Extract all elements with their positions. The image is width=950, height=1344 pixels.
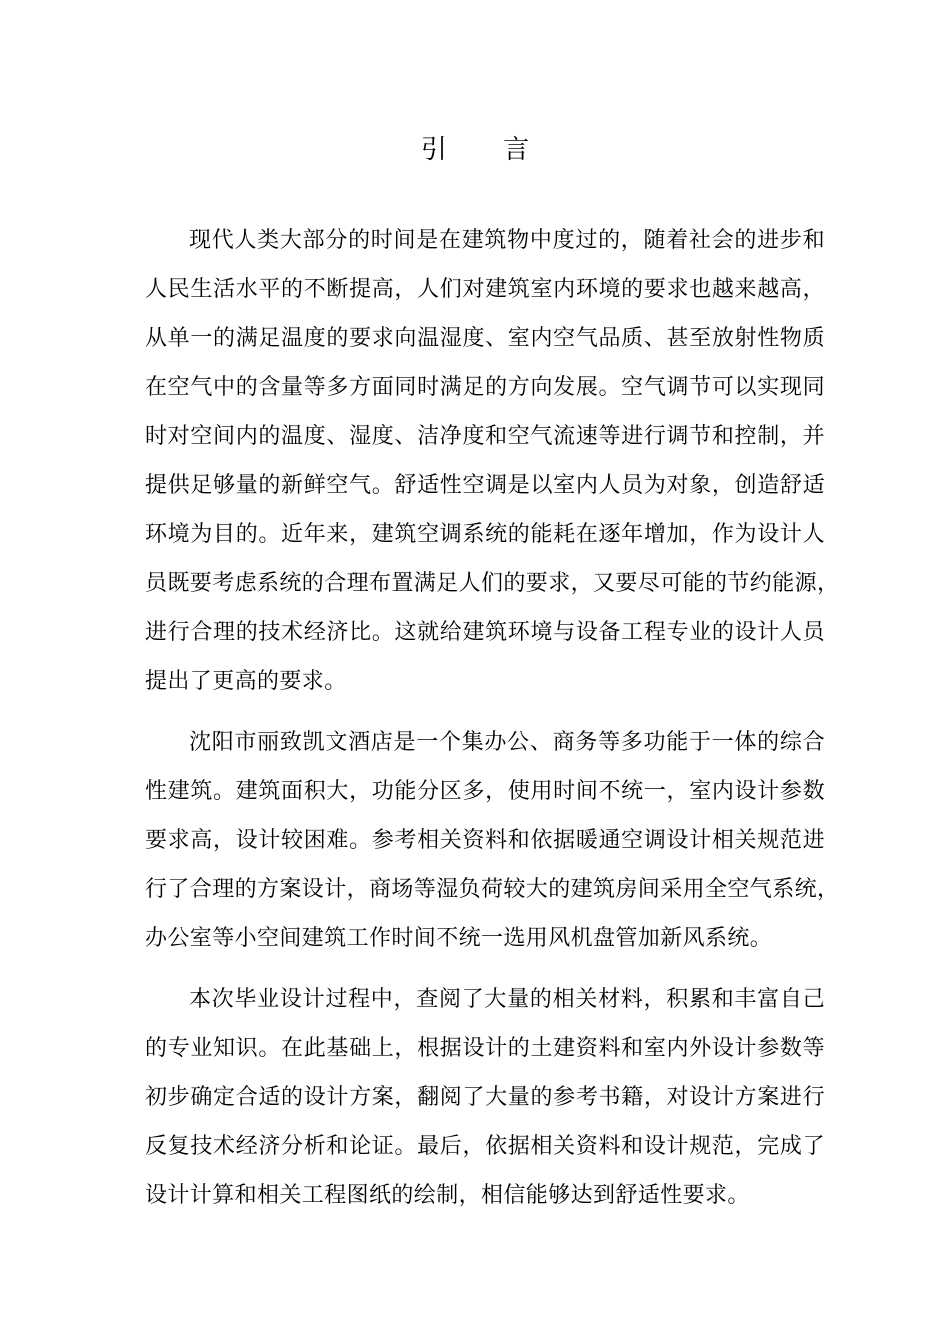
text-line: 的专业知识。在此基础上，根据设计的土建资料和室内外设计参数等 <box>145 1036 825 1061</box>
text-line: 人民生活水平的不断提高，人们对建筑室内环境的要求也越来越高， <box>145 277 825 302</box>
paragraph-3 <box>145 975 825 1220</box>
text-line: 行了合理的方案设计，商场等湿负荷较大的建筑房间采用全空气系统， <box>145 877 840 902</box>
text-line: 时对空间内的温度、湿度、洁净度和空气流速等进行调节和控制，并 <box>145 424 825 449</box>
text-line: 在空气中的含量等多方面同时满足的方向发展。空气调节可以实现同 <box>145 375 825 400</box>
text-line: 沈阳市丽致凯文酒店是一个集办公、商务等多功能于一体的综合 <box>189 730 825 755</box>
text-line: 本次毕业设计过程中，查阅了大量的相关材料，积累和丰富自己 <box>189 987 825 1012</box>
text-line: 反复技术经济分析和论证。最后，依据相关资料和设计规范，完成了 <box>145 1134 825 1159</box>
text-line: 从单一的满足温度的要求向温湿度、室内空气品质、甚至放射性物质 <box>145 326 825 351</box>
text-line: 提供足够量的新鲜空气。舒适性空调是以室内人员为对象，创造舒适 <box>145 473 825 498</box>
paragraph-1 <box>145 216 840 706</box>
text-line: 现代人类大部分的时间是在建筑物中度过的，随着社会的进步和 <box>189 228 825 253</box>
text-line: 性建筑。建筑面积大，功能分区多，使用时间不统一，室内设计参数 <box>145 779 825 804</box>
text-line: 环境为目的。近年来，建筑空调系统的能耗在逐年增加，作为设计人 <box>145 522 825 547</box>
paragraph-2 <box>145 718 840 963</box>
text-line: 初步确定合适的设计方案，翻阅了大量的参考书籍，对设计方案进行 <box>145 1085 825 1110</box>
text-line: 设计计算和相关工程图纸的绘制，相信能够达到舒适性要求。 <box>145 1183 750 1208</box>
page-title: 引 言 <box>420 135 554 165</box>
text-line: 提出了更高的要求。 <box>145 669 347 694</box>
body-text <box>145 216 840 1232</box>
text-line: 要求高，设计较困难。参考相关资料和依据暖通空调设计相关规范进 <box>145 828 825 853</box>
text-line: 进行合理的技术经济比。这就给建筑环境与设备工程专业的设计人员 <box>145 620 825 645</box>
text-line: 办公室等小空间建筑工作时间不统一选用风机盘管加新风系统。 <box>145 926 773 951</box>
text-line: 员既要考虑系统的合理布置满足人们的要求，又要尽可能的节约能源， <box>145 571 840 596</box>
